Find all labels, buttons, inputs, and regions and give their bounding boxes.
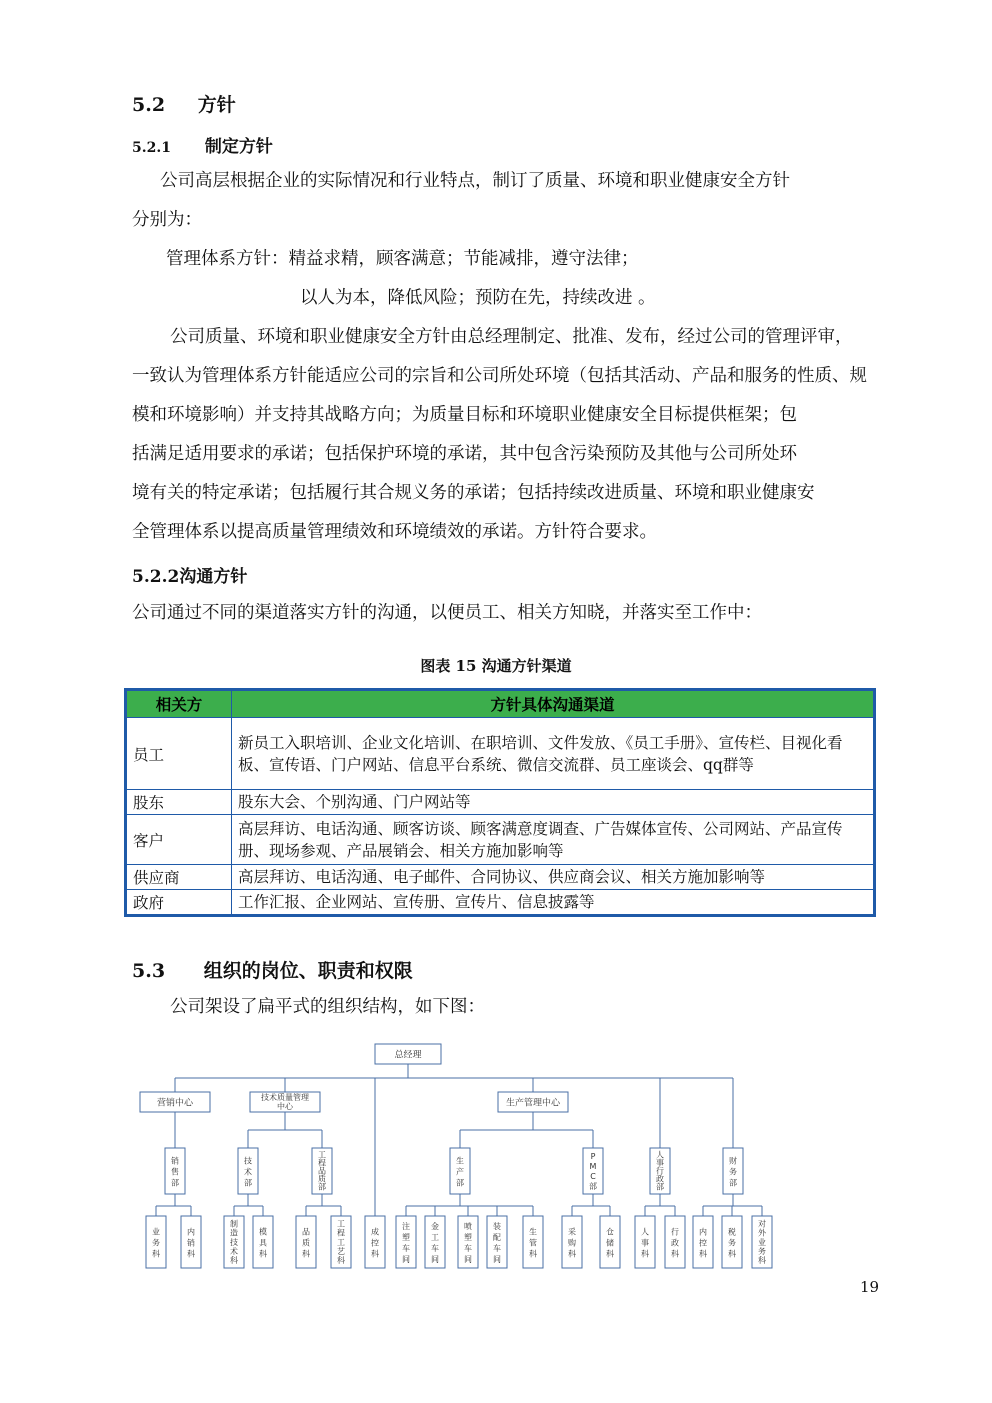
- paragraph-line: 括满足适用要求的承诺；包括保护环境的承诺，其中包含污染预防及其他与公司所处环: [132, 444, 797, 464]
- table-row: [126, 815, 875, 865]
- svg-text:部: 部: [656, 1182, 664, 1192]
- svg-text:中心: 中心: [277, 1102, 293, 1111]
- svg-text:科: 科: [371, 1249, 379, 1259]
- svg-text:科: 科: [337, 1256, 345, 1266]
- section-title: 方针: [197, 94, 236, 116]
- channels-cell: 股东大会、个别沟通、门户网站等: [232, 790, 875, 815]
- org-box-section: [665, 1216, 685, 1268]
- org-box-dept: [165, 1148, 185, 1194]
- svg-text:仓: 仓: [606, 1227, 614, 1237]
- svg-text:科: 科: [606, 1249, 614, 1259]
- svg-text:部: 部: [589, 1182, 597, 1191]
- svg-text:生产管理中心: 生产管理中心: [505, 1098, 561, 1109]
- org-box-section: [296, 1216, 316, 1268]
- header-party: 相关方: [126, 690, 232, 718]
- org-box-dept: [238, 1148, 258, 1194]
- svg-text:间: 间: [431, 1254, 439, 1264]
- org-box-dept: [450, 1148, 470, 1194]
- svg-text:艺: 艺: [337, 1246, 345, 1256]
- svg-text:对: 对: [758, 1219, 766, 1229]
- svg-text:车: 车: [402, 1243, 410, 1253]
- table-row: [126, 718, 875, 790]
- svg-text:科: 科: [302, 1249, 310, 1259]
- svg-text:具: 具: [259, 1238, 267, 1248]
- svg-text:政: 政: [656, 1174, 664, 1184]
- svg-text:科: 科: [699, 1249, 707, 1259]
- org-box-center: [140, 1092, 210, 1112]
- svg-text:P: P: [590, 1152, 596, 1161]
- org-chart: [0, 1030, 992, 1275]
- table-row: [126, 790, 875, 815]
- party-cell: 供应商: [126, 865, 232, 890]
- svg-text:配: 配: [493, 1232, 501, 1242]
- svg-text:装: 装: [493, 1221, 501, 1231]
- channels-cell: 工作汇报、企业网站、宣传册、宣传片、信息披露等: [232, 890, 875, 916]
- party-cell: 员工: [126, 718, 232, 790]
- paragraph-line: 公司架设了扁平式的组织结构，如下图：: [170, 997, 485, 1017]
- page-number: 19: [860, 1278, 880, 1296]
- svg-text:务: 务: [152, 1238, 160, 1248]
- org-box-center: [498, 1092, 568, 1112]
- svg-text:间: 间: [493, 1254, 501, 1264]
- svg-text:部: 部: [729, 1178, 737, 1188]
- org-box-section: [224, 1216, 244, 1268]
- svg-text:内: 内: [187, 1227, 195, 1237]
- party-cell: 股东: [126, 790, 232, 815]
- svg-text:科: 科: [529, 1249, 537, 1259]
- svg-text:间: 间: [402, 1254, 410, 1264]
- header-channels: 方针具体沟通渠道: [232, 690, 875, 718]
- svg-text:科: 科: [187, 1249, 195, 1259]
- svg-text:销: 销: [171, 1156, 179, 1166]
- policy-line: 以人为本，降低风险；预防在先，持续改进 。: [300, 288, 656, 308]
- paragraph-line: 全管理体系以提高质量管理绩效和环境绩效的承诺。方针符合要求。: [132, 522, 657, 542]
- svg-text:工: 工: [337, 1237, 345, 1247]
- svg-text:销: 销: [187, 1238, 195, 1248]
- svg-text:总经理: 总经理: [394, 1050, 422, 1061]
- svg-text:造: 造: [230, 1228, 238, 1238]
- section-number: 5.2: [132, 94, 166, 116]
- svg-text:务: 务: [758, 1246, 766, 1256]
- svg-text:科: 科: [641, 1249, 649, 1259]
- svg-text:储: 储: [606, 1238, 614, 1248]
- org-box-section: [562, 1216, 582, 1268]
- org-box-section: [458, 1216, 478, 1268]
- svg-text:部: 部: [171, 1178, 179, 1188]
- svg-text:品: 品: [318, 1166, 326, 1176]
- table-row: [126, 865, 875, 890]
- svg-text:术: 术: [230, 1246, 238, 1256]
- svg-text:技术质量管理: 技术质量管理: [261, 1093, 309, 1102]
- svg-text:科: 科: [568, 1249, 576, 1259]
- svg-text:行: 行: [656, 1166, 664, 1176]
- section-5-2-heading: [132, 90, 236, 117]
- svg-text:管: 管: [529, 1238, 537, 1248]
- paragraph-line: 分别为：: [132, 210, 202, 230]
- svg-text:质: 质: [302, 1238, 310, 1248]
- svg-text:营销中心: 营销中心: [156, 1098, 194, 1109]
- svg-text:外: 外: [758, 1228, 766, 1238]
- paragraph-line: 境有关的特定承诺；包括履行其合规义务的承诺；包括持续改进质量、环境和职业健康安: [132, 483, 815, 503]
- communication-channels-table: [124, 688, 876, 917]
- policy-line: 管理体系方针：精益求精，顾客满意；节能减排，遵守法律；: [166, 249, 639, 269]
- svg-text:务: 务: [728, 1238, 736, 1248]
- org-box-section: [600, 1216, 620, 1268]
- org-box-section: [523, 1216, 543, 1268]
- org-box-dept: [650, 1148, 670, 1194]
- paragraph-line: 公司高层根据企业的实际情况和行业特点，制订了质量、环境和职业健康安全方针: [160, 171, 790, 191]
- channels-cell: 高层拜访、电话沟通、电子邮件、合同协议、供应商会议、相关方施加影响等: [232, 865, 875, 890]
- svg-text:技: 技: [244, 1156, 252, 1166]
- section-title: 制定方针: [204, 137, 273, 157]
- org-box-dept: [312, 1148, 332, 1194]
- paragraph-line: 一致认为管理体系方针能适应公司的宗旨和公司所处环境（包括其活动、产品和服务的性质、规: [132, 366, 867, 386]
- svg-text:塑: 塑: [464, 1232, 472, 1242]
- section-5-2-1-heading: [132, 132, 273, 157]
- svg-text:工: 工: [318, 1150, 326, 1160]
- org-box-section: [396, 1216, 416, 1268]
- svg-text:注: 注: [402, 1221, 410, 1231]
- svg-text:政: 政: [671, 1238, 679, 1248]
- paragraph-line: 公司通过不同的渠道落实方针的沟通，以便员工、相关方知晓，并落实至工作中：: [132, 603, 762, 623]
- svg-text:部: 部: [318, 1182, 326, 1192]
- svg-text:科: 科: [152, 1249, 160, 1259]
- svg-text:人: 人: [656, 1150, 664, 1160]
- org-box-section: [181, 1216, 201, 1268]
- svg-text:生: 生: [529, 1227, 537, 1237]
- svg-text:采: 采: [568, 1227, 576, 1237]
- svg-text:术: 术: [244, 1167, 252, 1177]
- org-box-section: [365, 1216, 385, 1268]
- channels-cell: 高层拜访、电话沟通、顾客访谈、顾客满意度调查、广告媒体宣传、公司网站、产品宣传册、现场参观、产品展销会、相关方施加影响等: [232, 815, 875, 865]
- svg-text:程: 程: [318, 1158, 326, 1168]
- svg-text:间: 间: [464, 1254, 472, 1264]
- channels-cell: 新员工入职培训、企业文化培训、在职培训、文件发放、《员工手册》、宣传栏、目视化看板、宣传语、门户网站、信息平台系统、微信交流群、员工座谈会、qq群等: [232, 718, 875, 790]
- svg-text:M: M: [589, 1162, 597, 1171]
- svg-text:技: 技: [230, 1237, 238, 1247]
- svg-text:车: 车: [464, 1243, 472, 1253]
- svg-text:车: 车: [493, 1243, 501, 1253]
- table-header-row: [126, 690, 875, 718]
- svg-text:科: 科: [671, 1249, 679, 1259]
- table-row: [126, 890, 875, 916]
- svg-text:科: 科: [230, 1256, 238, 1266]
- org-box-center: [250, 1092, 320, 1112]
- svg-text:成: 成: [371, 1227, 379, 1237]
- svg-text:塑: 塑: [402, 1232, 410, 1242]
- org-box-section: [693, 1216, 713, 1268]
- svg-text:工: 工: [431, 1232, 439, 1242]
- svg-text:财: 财: [729, 1156, 737, 1166]
- svg-text:科: 科: [758, 1256, 766, 1266]
- section-number: 5.2.1: [132, 140, 171, 156]
- org-box-dept: [723, 1148, 743, 1194]
- section-title: 组织的岗位、职责和权限: [203, 960, 413, 982]
- svg-text:程: 程: [337, 1228, 345, 1238]
- svg-text:事: 事: [641, 1238, 649, 1248]
- org-box-top: [375, 1044, 441, 1064]
- svg-text:工: 工: [337, 1219, 345, 1229]
- org-box-section: [253, 1216, 273, 1268]
- org-box-section: [425, 1216, 445, 1268]
- org-box-section: [722, 1216, 742, 1268]
- svg-text:人: 人: [641, 1227, 649, 1237]
- org-box-section: [146, 1216, 166, 1268]
- svg-text:售: 售: [171, 1167, 179, 1177]
- svg-text:产: 产: [456, 1167, 464, 1177]
- svg-text:事: 事: [656, 1158, 664, 1168]
- section-5-3-heading: [132, 956, 413, 983]
- svg-text:部: 部: [456, 1178, 464, 1188]
- svg-text:业: 业: [758, 1237, 766, 1247]
- org-box-section: [635, 1216, 655, 1268]
- svg-text:行: 行: [671, 1227, 679, 1237]
- paragraph-line: 公司质量、环境和职业健康安全方针由总经理制定、批准、发布，经过公司的管理评审，: [170, 327, 853, 347]
- section-number: 5.3: [132, 960, 166, 982]
- svg-text:控: 控: [371, 1238, 379, 1248]
- org-box-section: [487, 1216, 507, 1268]
- svg-text:控: 控: [699, 1238, 707, 1248]
- svg-text:业: 业: [152, 1227, 160, 1237]
- svg-text:科: 科: [728, 1249, 736, 1259]
- svg-text:内: 内: [699, 1227, 707, 1237]
- svg-text:C: C: [590, 1172, 596, 1181]
- org-box-section: [331, 1216, 351, 1268]
- paragraph-line: 模和环境影响）并支持其战略方向；为质量目标和环境职业健康安全目标提供框架；包: [132, 405, 797, 425]
- table-caption: 图表 15 沟通方针渠道: [420, 657, 572, 675]
- svg-text:税: 税: [728, 1227, 736, 1237]
- org-box-dept: [583, 1148, 603, 1194]
- svg-text:制: 制: [230, 1219, 238, 1229]
- party-cell: 客户: [126, 815, 232, 865]
- svg-text:模: 模: [259, 1227, 267, 1237]
- svg-text:喷: 喷: [464, 1221, 472, 1231]
- org-box-section: [752, 1216, 772, 1268]
- svg-text:品: 品: [302, 1227, 310, 1237]
- svg-text:生: 生: [456, 1156, 464, 1166]
- svg-text:科: 科: [259, 1249, 267, 1259]
- party-cell: 政府: [126, 890, 232, 916]
- svg-text:金: 金: [431, 1221, 439, 1231]
- svg-text:务: 务: [729, 1167, 737, 1177]
- section-5-2-2-heading: 5.2.2沟通方针: [132, 567, 248, 587]
- svg-text:质: 质: [318, 1174, 326, 1184]
- svg-text:购: 购: [568, 1238, 576, 1248]
- svg-text:车: 车: [431, 1243, 439, 1253]
- svg-text:部: 部: [244, 1178, 252, 1188]
